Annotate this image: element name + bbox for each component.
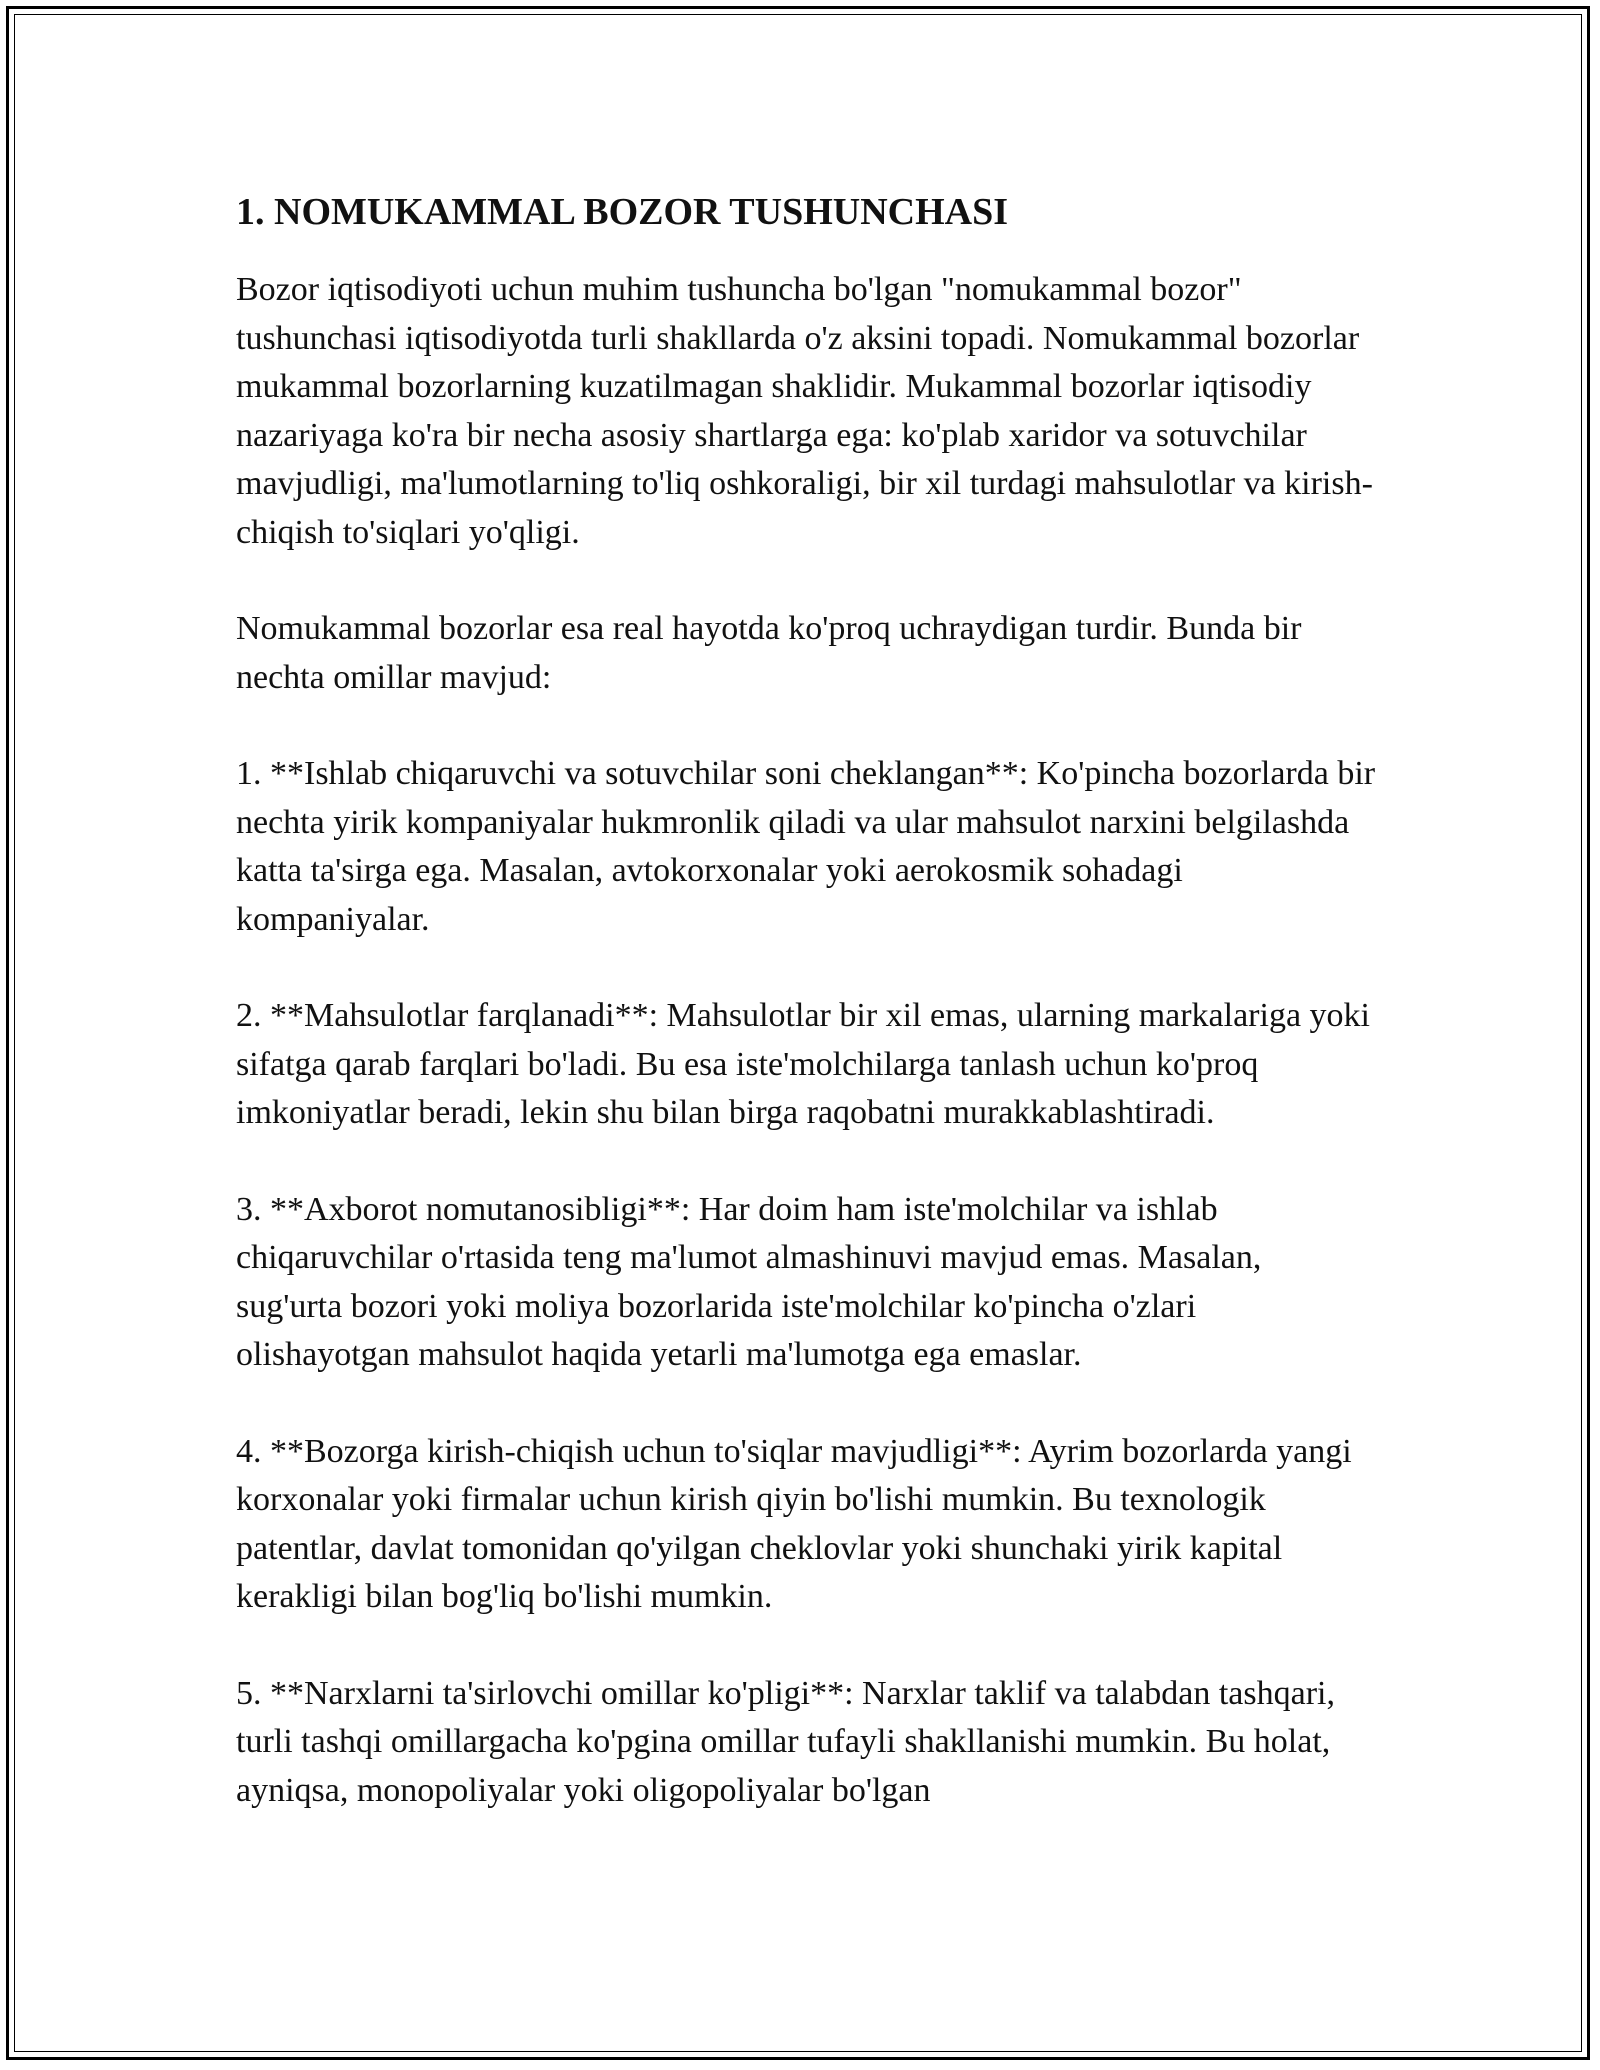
document-title: 1. NOMUKAMMAL BOZOR TUSHUNCHASI: [236, 191, 1009, 233]
paragraph-imperfect-markets: Nomukammal bozorlar esa real hayotda ko'proq uchraydigan turdir. Bunda bir nechta omillar mavjud:: [236, 610, 1302, 696]
list-item-2: 2. **Mahsulotlar farqlanadi**: Mahsulotlar bir xil emas, ularning markalariga yoki sifatga qarab farqlari bo'ladi. Bu esa iste'molchilarga tanlash uchun ko'proq imkoniyatlar beradi, lekin shu bilan birga raqobatni murakkablashtiradi.: [236, 997, 1370, 1131]
document-body: [236, 186, 1376, 1815]
paragraph-intro: Bozor iqtisodiyoti uchun muhim tushuncha bo'lgan "nomukammal bozor" tushunchasi iqtisodiyotda turli shakllarda o'z aksini topadi. Nomukammal bozorlar mukammal bozorlarning kuzatilmagan shaklidir. Mukammal bozorlar iqtisodiy nazariyaga ko'ra bir necha asosiy shartlarga ega: ko'plab xaridor va sotuvchilar mavjudligi, ma'lumotlarning to'liq oshkoraligi, bir xil turdagi mahsulotlar va kirish-chiqish to'siqlari yo'qligi.: [236, 271, 1373, 551]
list-item-1: 1. **Ishlab chiqaruvchi va sotuvchilar soni cheklangan**: Ko'pincha bozorlarda bir nechta yirik kompaniyalar hukmronlik qiladi va ular mahsulot narxini belgilashda katta ta'sirga ega. Masalan, avtokorxonalar yoki aerokosmik sohadagi kompaniyalar.: [236, 755, 1376, 938]
list-item-4: 4. **Bozorga kirish-chiqish uchun to'siqlar mavjudligi**: Ayrim bozorlarda yangi korxonalar yoki firmalar uchun kirish qiyin bo'lishi mumkin. Bu texnologik patentlar, davlat tomonidan qo'yilgan cheklovlar yoki shunchaki yirik kapital kerakligi bilan bog'liq bo'lishi mumkin.: [236, 1432, 1352, 1615]
list-item-3: 3. **Axborot nomutanosibligi**: Har doim ham iste'molchilar va ishlab chiqaruvchilar o'rtasida teng ma'lumot almashinuvi mavjud emas. Masalan, sug'urta bozori yoki moliya bozorlarida iste'molchilar ko'pincha o'zlari olishayotgan mahsulot haqida yetarli ma'lumotga ega emaslar.: [236, 1190, 1262, 1373]
list-item-5: 5. **Narxlarni ta'sirlovchi omillar ko'pligi**: Narxlar taklif va talabdan tashqari, turli tashqi omillargacha ko'pgina omillar tufayli shakllanishi mumkin. Bu holat, ayniqsa, monopoliyalar yoki oligopoliyalar bo'lgan: [236, 1674, 1335, 1809]
